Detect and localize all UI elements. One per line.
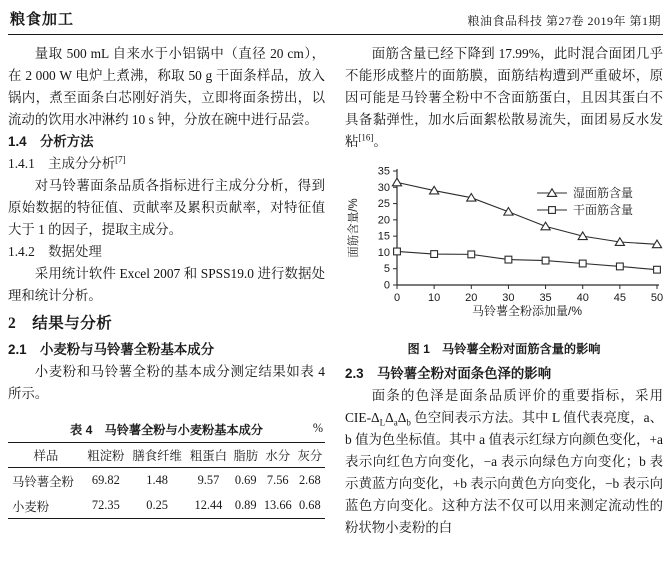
x-tick-label: 35 bbox=[539, 292, 552, 304]
heading-1-4-2: 1.4.2 数据处理 bbox=[8, 244, 102, 259]
table-cell: 7.56 bbox=[266, 473, 289, 487]
color-text-3: 色空间表示方法。其中 L 值代表亮度，a、b 值为色坐标值。其中 a 值表示红绿方向颜色变化，+a 表示向红色方向变化，−a 表示向绿色方向变化；b 表示黄蓝方向变化，+b 表示向黄色方向变化，−b 表示向蓝色方向变化。这种方法不仅可以用来测定流动性的粉状物小麦粉的白 bbox=[345, 410, 663, 535]
paragraph-pca: 对马铃薯面条品质各指标进行主成分分析，得到原始数据的特征值、贡献率及累积贡献率，对特征值大于 1 的因子，提取主成分。 bbox=[8, 178, 325, 237]
square-marker bbox=[505, 256, 512, 263]
paragraph-gluten-tail: 。 bbox=[373, 134, 387, 149]
paragraph-table-intro: 小麦粉和马铃薯全粉的基本成分测定结果如表 4 所示。 bbox=[8, 364, 325, 401]
x-tick-label: 0 bbox=[393, 292, 401, 304]
color-text-2: Δ bbox=[397, 410, 407, 425]
column-header: 膳食纤维 bbox=[128, 443, 186, 468]
y-tick-label: 25 bbox=[377, 198, 390, 211]
paragraph-gluten-discussion bbox=[345, 43, 663, 153]
heading-1-4-1-text: 1.4.1 主成分分析 bbox=[8, 156, 116, 171]
citation-7: [7] bbox=[115, 154, 126, 165]
square-marker bbox=[579, 260, 586, 267]
journal-info: 粮油食品科技 第27卷 2019年 第1期 bbox=[467, 14, 661, 28]
table-row bbox=[8, 493, 325, 519]
square-marker bbox=[542, 257, 549, 264]
table-unit: % bbox=[312, 421, 323, 435]
table-cell: 0.68 bbox=[298, 498, 321, 512]
paragraph-cooking-method: 量取 500 mL 自来水于小铝锅中（直径 20 cm），在 2 000 W 电炉上煮沸，称取 50 g 干面条样品，放入锅内，煮至面条白芯刚好消失，立即将面条捞出，以流动的饮用水冲淋约 10 s 钟，分放在碗中进行品尝。 bbox=[8, 46, 325, 127]
subscript-a: a bbox=[393, 417, 398, 428]
column-header: 样品 bbox=[8, 443, 84, 468]
column-header: 粗蛋白 bbox=[186, 443, 230, 468]
table-cell: 马铃薯全粉 bbox=[12, 474, 74, 489]
x-tick-label: 45 bbox=[613, 292, 626, 304]
y-tick-label: 35 bbox=[377, 165, 390, 178]
figure-1 bbox=[345, 163, 663, 357]
table-cell: 69.82 bbox=[91, 473, 120, 487]
legend-label: 干面筋含量 bbox=[573, 203, 634, 217]
column-header: 脂肪 bbox=[231, 443, 261, 468]
y-axis-title: 面筋含量/% bbox=[348, 198, 360, 258]
column-header: 粗淀粉 bbox=[84, 443, 128, 468]
y-tick-label: 0 bbox=[383, 279, 390, 292]
gluten-line-chart bbox=[345, 163, 663, 331]
square-marker bbox=[654, 266, 661, 273]
table-header-row bbox=[8, 443, 325, 468]
paragraph-data-processing: 采用统计软件 Excel 2007 和 SPSS19.0 进行数据处理和统计分析。 bbox=[8, 266, 325, 303]
x-tick-label: 10 bbox=[428, 292, 441, 304]
table-caption-text: 表 4 马铃薯全粉与小麦粉基本成分 bbox=[70, 423, 263, 437]
table-cell: 13.66 bbox=[263, 498, 292, 512]
heading-2-3: 2.3 马铃薯全粉对面条色泽的影响 bbox=[345, 366, 552, 381]
table-cell: 9.57 bbox=[197, 473, 220, 487]
legend-label: 湿面筋含量 bbox=[573, 186, 634, 200]
paragraph-color-method bbox=[345, 385, 663, 539]
square-marker bbox=[431, 251, 438, 258]
x-tick-label: 20 bbox=[465, 292, 478, 304]
square-marker bbox=[549, 207, 556, 214]
table-cell: 12.44 bbox=[194, 498, 223, 512]
triangle-marker bbox=[504, 208, 513, 216]
triangle-marker bbox=[541, 222, 550, 230]
x-axis-title: 马铃薯全粉添加量/% bbox=[471, 304, 583, 318]
two-column-body bbox=[8, 35, 663, 539]
figure-1-caption: 图 1 马铃薯全粉对面筋含量的影响 bbox=[407, 342, 601, 356]
table-caption bbox=[8, 421, 325, 438]
column-header: 水分 bbox=[261, 443, 295, 468]
table-cell: 小麦粉 bbox=[12, 499, 50, 514]
square-marker bbox=[468, 251, 475, 258]
section-title: 粮食加工 bbox=[10, 11, 75, 28]
subscript-b: b bbox=[406, 417, 411, 428]
table-row bbox=[8, 468, 325, 494]
triangle-marker bbox=[392, 178, 401, 186]
x-tick-label: 50 bbox=[650, 292, 663, 304]
y-tick-label: 30 bbox=[377, 181, 390, 194]
table-cell: 72.35 bbox=[91, 498, 120, 512]
color-text-1: Δ bbox=[385, 410, 394, 425]
column-header: 灰分 bbox=[295, 443, 325, 468]
y-tick-label: 5 bbox=[383, 263, 390, 276]
table-body bbox=[8, 468, 325, 519]
paragraph-gluten-text: 面筋含量已经下降到 17.99%，此时混合面团几乎不能形成整片的面筋膜，面筋结构遭到严重破坏，原因可能是马铃薯全粉中不含面筋蛋白，且因其蛋白不具备黏弹性，加水后面絮松散易流失，面团易反水发粘 bbox=[345, 46, 663, 149]
color-text-0: 面条的色泽是面条品质评价的重要指标，采用 CIE-Δ bbox=[345, 388, 663, 425]
x-tick-label: 40 bbox=[576, 292, 589, 304]
right-column bbox=[345, 43, 663, 539]
table-cell: 0.69 bbox=[234, 473, 257, 487]
composition-table bbox=[8, 442, 325, 519]
table-cell: 2.68 bbox=[298, 473, 321, 487]
heading-2-1: 2.1 小麦粉与马铃薯全粉基本成分 bbox=[8, 342, 215, 357]
table-cell: 0.89 bbox=[234, 498, 257, 512]
heading-1-4: 1.4 分析方法 bbox=[8, 134, 94, 149]
citation-16: [16] bbox=[358, 132, 374, 143]
square-marker bbox=[616, 263, 623, 270]
heading-1-4-1 bbox=[8, 153, 325, 175]
left-column bbox=[8, 43, 325, 539]
square-marker bbox=[394, 248, 401, 255]
y-tick-label: 20 bbox=[377, 214, 390, 227]
y-tick-label: 10 bbox=[377, 246, 390, 259]
subscript-L: L bbox=[379, 417, 386, 428]
table-cell: 0.25 bbox=[146, 498, 168, 512]
page-header bbox=[8, 6, 663, 35]
x-tick-label: 30 bbox=[502, 292, 515, 304]
heading-2: 2 结果与分析 bbox=[8, 315, 113, 332]
table-cell: 1.48 bbox=[146, 473, 168, 487]
y-tick-label: 15 bbox=[377, 230, 390, 243]
